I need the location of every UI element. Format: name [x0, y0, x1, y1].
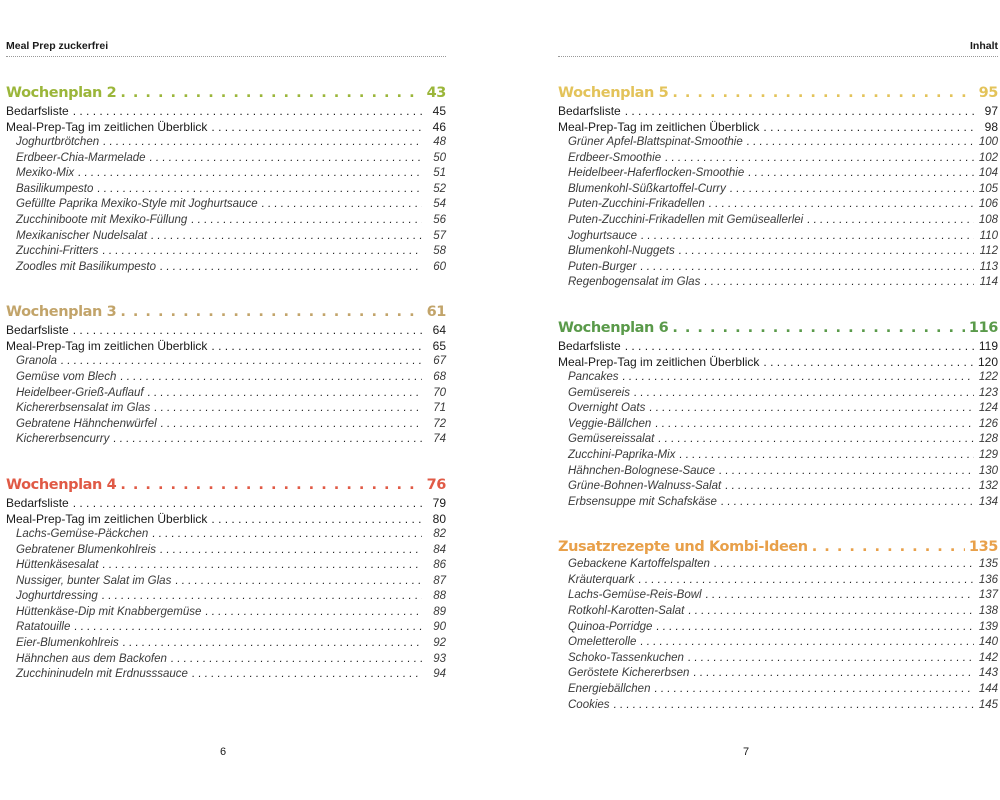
toc-entry-label: Meal-Prep-Tag im zeitlichen Überblick: [558, 354, 760, 369]
leader-dots: [151, 229, 422, 245]
recipe-entry-page: 56: [433, 213, 446, 226]
leader-dots: [640, 260, 974, 276]
recipe-entry: [558, 135, 998, 151]
leader-dots: [120, 475, 422, 495]
recipe-entry-label: Quinoa-Porridge: [568, 620, 653, 633]
leader-dots: [640, 635, 974, 651]
leader-dots: [175, 574, 422, 590]
recipe-entry: [6, 166, 446, 182]
leader-dots: [665, 151, 974, 167]
recipe-entry-page: 132: [978, 480, 998, 493]
recipe-entry-page: 136: [978, 573, 998, 586]
toc-entry-page: 79: [432, 495, 446, 510]
recipe-entry-label: Veggie-Bällchen: [568, 417, 652, 430]
recipe-entry: [558, 604, 998, 620]
section-heading-page: 95: [978, 85, 998, 101]
toc-entry-label: Meal-Prep-Tag im zeitlichen Überblick: [558, 120, 760, 134]
recipe-entry: [6, 652, 446, 668]
recipe-entry-label: Grüne-Bohnen-Walnuss-Salat: [568, 480, 722, 493]
recipe-entry-label: Gebratene Hähnchenwürfel: [16, 417, 157, 430]
recipe-entry: [558, 151, 998, 167]
recipe-entry: [558, 464, 998, 480]
leader-dots: [154, 401, 422, 417]
recipe-entry-page: 108: [978, 213, 998, 226]
toc-section: [6, 475, 446, 683]
recipe-entry-page: 88: [433, 590, 446, 603]
recipe-entry-label: Blumenkohl-Nuggets: [568, 245, 675, 258]
leader-dots: [614, 698, 974, 714]
leader-dots: [649, 401, 974, 417]
recipe-entry-page: 51: [433, 167, 446, 180]
recipe-entry: [6, 151, 446, 167]
recipe-entry-page: 139: [978, 620, 998, 633]
leader-dots: [61, 354, 422, 370]
page-number: 6: [220, 746, 227, 758]
recipe-entry: [558, 651, 998, 667]
toc-entry-label: Bedarfsliste: [558, 104, 621, 118]
recipe-entry-label: Cookies: [568, 698, 610, 711]
recipe-entry-page: 92: [433, 637, 446, 650]
toc-entry-label: Bedarfsliste: [6, 323, 69, 338]
recipe-entry-page: 126: [978, 417, 998, 430]
section-heading-label: Zusatzrezepte und Kombi-Ideen: [558, 539, 808, 556]
recipe-entry: [558, 557, 998, 573]
leader-dots: [97, 182, 422, 198]
recipe-entry: [6, 558, 446, 574]
leader-dots: [641, 229, 974, 245]
recipe-entry-label: Joghurtbrötchen: [16, 136, 100, 148]
recipe-entry-label: Nussiger, bunter Salat im Glas: [16, 574, 172, 587]
recipe-entry-label: Kräuterquark: [568, 573, 635, 586]
recipe-entry-label: Geröstete Kichererbsen: [568, 667, 690, 680]
recipe-entry-label: Grüner Apfel-Blattspinat-Smoothie: [568, 136, 743, 148]
recipe-entry-label: Joghurtdressing: [16, 590, 98, 603]
leader-dots: [262, 197, 422, 213]
section-heading: [6, 302, 446, 322]
leader-dots: [78, 166, 422, 182]
leader-dots: [192, 667, 422, 683]
section-heading-label: Wochenplan 5: [558, 85, 669, 101]
toc-entry-page: 120: [977, 354, 998, 369]
recipe-entry-label: Rotkohl-Karotten-Salat: [568, 605, 685, 618]
leader-dots: [113, 432, 422, 448]
recipe-entry-label: Erdbeer-Smoothie: [568, 151, 662, 164]
leader-dots: [709, 197, 974, 213]
recipe-entry-page: 144: [978, 683, 998, 696]
toc-section: [558, 318, 998, 510]
recipe-entry: [558, 448, 998, 464]
recipe-entry-page: 128: [978, 433, 998, 446]
recipe-entry-label: Eier-Blumenkohlreis: [16, 637, 119, 650]
recipe-entry: [558, 588, 998, 604]
recipe-entry-page: 112: [979, 245, 998, 258]
recipe-entry-page: 86: [433, 559, 446, 572]
recipe-entry: [558, 495, 998, 511]
recipe-entry-label: Zoodles mit Basilikumpesto: [16, 260, 156, 273]
recipe-entry-page: 114: [979, 276, 998, 289]
recipe-entry-label: Lachs-Gemüse-Päckchen: [16, 527, 149, 540]
recipe-entry-page: 67: [433, 355, 446, 368]
toc-entry: [6, 322, 446, 338]
recipe-entry-label: Gebackene Kartoffelspalten: [568, 558, 710, 571]
leader-dots: [807, 213, 974, 229]
recipe-entry: [558, 666, 998, 682]
toc-entry-page: 98: [984, 120, 998, 134]
recipe-entry-label: Erdbeer-Chia-Marmelade: [16, 151, 146, 164]
toc-entry-page: 80: [432, 511, 446, 526]
leader-dots: [150, 151, 422, 167]
toc-entry-label: Meal-Prep-Tag im zeitlichen Überblick: [6, 511, 208, 526]
recipe-entry-label: Energiebällchen: [568, 683, 651, 696]
toc-entry: [6, 495, 446, 511]
leader-dots: [120, 370, 422, 386]
leader-dots: [719, 464, 974, 480]
recipe-entry-label: Gemüse vom Blech: [16, 370, 117, 383]
leader-dots: [211, 338, 422, 354]
recipe-entry-label: Hüttenkäse-Dip mit Knabbergemüse: [16, 605, 202, 618]
running-head: Inhalt: [970, 40, 998, 52]
recipe-entry-page: 106: [978, 198, 998, 211]
toc-entry-page: 46: [432, 120, 446, 134]
recipe-entry-label: Heidelbeer-Grieß-Auflauf: [16, 386, 144, 399]
leader-dots: [625, 338, 974, 354]
section-heading: [6, 83, 446, 103]
leader-dots: [714, 557, 974, 573]
recipe-entry-page: 140: [978, 636, 998, 649]
leader-dots: [73, 322, 422, 338]
leader-dots: [191, 213, 422, 229]
leader-dots: [655, 417, 974, 433]
recipe-entry-label: Zucchini-Fritters: [16, 245, 99, 258]
recipe-entry-page: 60: [433, 260, 446, 273]
recipe-entry-label: Erbsensuppe mit Schafskäse: [568, 495, 717, 508]
recipe-entry-page: 113: [979, 260, 998, 273]
section-heading: [6, 475, 446, 495]
leader-dots: [171, 652, 422, 668]
leader-dots: [634, 386, 974, 402]
recipe-entry-label: Gebratener Blumenkohlreis: [16, 543, 156, 556]
leader-dots: [679, 448, 974, 464]
leader-dots: [704, 275, 974, 291]
recipe-entry-label: Zucchiniboote mit Mexiko-Füllung: [16, 213, 188, 226]
section-heading-page: 135: [968, 539, 998, 556]
leader-dots: [763, 354, 974, 370]
recipe-entry-page: 105: [978, 182, 998, 195]
recipe-entry: [6, 401, 446, 417]
recipe-entry: [6, 527, 446, 543]
section-heading-page: 76: [426, 476, 446, 493]
recipe-entry-page: 68: [433, 370, 446, 383]
leader-dots: [763, 119, 974, 135]
leader-dots: [688, 651, 974, 667]
recipe-entry: [558, 244, 998, 260]
recipe-entry-page: 135: [978, 558, 998, 571]
recipe-entry: [558, 213, 998, 229]
toc-entry-label: Meal-Prep-Tag im zeitlichen Überblick: [6, 120, 208, 134]
recipe-entry: [558, 182, 998, 198]
leader-dots: [120, 83, 422, 103]
leader-dots: [688, 604, 974, 620]
recipe-entry-label: Ratatouille: [16, 621, 71, 634]
toc-entry: [6, 511, 446, 527]
recipe-entry-label: Mexiko-Mix: [16, 167, 75, 180]
recipe-entry: [6, 197, 446, 213]
leader-dots: [656, 620, 974, 636]
recipe-entry-label: Hüttenkäsesalat: [16, 559, 99, 572]
recipe-entry-label: Mexikanischer Nudelsalat: [16, 229, 148, 242]
recipe-entry-page: 110: [979, 229, 998, 242]
recipe-entry-page: 100: [978, 136, 998, 148]
toc-entry: [558, 338, 998, 354]
recipe-entry: [558, 635, 998, 651]
recipe-entry-page: 122: [978, 370, 998, 383]
recipe-entry-label: Zucchini-Paprika-Mix: [568, 448, 676, 461]
recipe-entry: [6, 229, 446, 245]
recipe-entry-page: 142: [978, 651, 998, 664]
leader-dots: [672, 83, 974, 103]
section-heading-label: Wochenplan 2: [6, 85, 117, 101]
recipe-entry-page: 54: [433, 198, 446, 211]
recipe-entry: [6, 354, 446, 370]
toc-section: [6, 302, 446, 448]
leader-dots: [654, 682, 974, 698]
recipe-entry-label: Puten-Burger: [568, 260, 637, 273]
leader-dots: [730, 182, 974, 198]
leader-dots: [102, 558, 422, 574]
toc-entry-label: Bedarfsliste: [6, 495, 69, 510]
recipe-entry-label: Kichererbsencurry: [16, 433, 110, 446]
recipe-entry-page: 124: [978, 402, 998, 415]
recipe-entry-page: 90: [433, 621, 446, 634]
leader-dots: [748, 166, 974, 182]
toc-entry-page: 97: [984, 104, 998, 118]
recipe-entry-page: 87: [433, 574, 446, 587]
recipe-entry-page: 52: [433, 182, 446, 195]
section-heading: [558, 537, 998, 557]
recipe-entry: [558, 698, 998, 714]
recipe-entry: [6, 370, 446, 386]
recipe-entry: [558, 166, 998, 182]
recipe-entry-label: Hähnchen-Bolognese-Sauce: [568, 464, 716, 477]
recipe-entry-page: 70: [433, 386, 446, 399]
leader-dots: [725, 479, 974, 495]
leader-dots: [148, 386, 422, 402]
toc-entry: [558, 103, 998, 119]
section-heading-label: Wochenplan 6: [558, 319, 669, 336]
leader-dots: [123, 636, 422, 652]
toc-entry-page: 119: [978, 338, 998, 353]
leader-dots: [638, 573, 974, 589]
toc-entry-page: 65: [432, 339, 446, 354]
recipe-entry-page: 104: [978, 167, 998, 180]
leader-dots: [160, 543, 422, 559]
toc-entry: [6, 119, 446, 135]
leader-dots: [102, 244, 422, 260]
recipe-entry: [558, 275, 998, 291]
recipe-entry: [6, 417, 446, 433]
toc-left: [6, 83, 446, 710]
section-heading: [558, 318, 998, 338]
toc-section: [558, 83, 998, 291]
recipe-entry: [558, 197, 998, 213]
recipe-entry: [558, 401, 998, 417]
recipe-entry-page: 129: [978, 448, 998, 461]
recipe-entry-label: Gemüsereissalat: [568, 433, 655, 446]
recipe-entry: [6, 260, 446, 276]
recipe-entry: [6, 135, 446, 151]
recipe-entry-label: Overnight Oats: [568, 402, 646, 415]
recipe-entry-page: 102: [978, 151, 998, 164]
section-heading-label: Wochenplan 4: [6, 476, 117, 493]
recipe-entry-label: Basilikumpesto: [16, 182, 94, 195]
recipe-entry-label: Puten-Zucchini-Frikadellen mit Gemüseallerlei: [568, 213, 804, 226]
recipe-entry-page: 137: [978, 589, 998, 602]
leader-dots: [812, 537, 965, 557]
toc-entry-page: 45: [432, 104, 446, 118]
recipe-entry-label: Pancakes: [568, 370, 619, 383]
header-rule: [6, 56, 446, 57]
recipe-entry-label: Granola: [16, 355, 57, 368]
recipe-entry: [6, 244, 446, 260]
recipe-entry: [558, 417, 998, 433]
recipe-entry-label: Kichererbsensalat im Glas: [16, 402, 151, 415]
recipe-entry-page: 94: [433, 668, 446, 681]
recipe-entry-label: Gefüllte Paprika Mexiko-Style mit Joghurtsauce: [16, 198, 258, 211]
recipe-entry-label: Puten-Zucchini-Frikadellen: [568, 198, 705, 211]
recipe-entry: [6, 543, 446, 559]
recipe-entry-page: 145: [978, 698, 998, 711]
recipe-entry: [6, 620, 446, 636]
toc-section: [6, 83, 446, 275]
leader-dots: [161, 417, 422, 433]
recipe-entry-label: Blumenkohl-Süßkartoffel-Curry: [568, 182, 726, 195]
recipe-entry: [6, 605, 446, 621]
recipe-entry-page: 71: [433, 402, 446, 415]
recipe-entry-page: 89: [433, 605, 446, 618]
leader-dots: [747, 135, 974, 151]
recipe-entry: [6, 213, 446, 229]
leader-dots: [672, 318, 965, 338]
toc-entry-label: Bedarfsliste: [6, 104, 69, 118]
leader-dots: [73, 103, 422, 119]
toc-entry: [6, 338, 446, 354]
leader-dots: [721, 495, 974, 511]
recipe-entry-page: 48: [433, 136, 446, 148]
recipe-entry-label: Lachs-Gemüse-Reis-Bowl: [568, 589, 702, 602]
recipe-entry: [6, 574, 446, 590]
recipe-entry: [6, 182, 446, 198]
toc-entry-label: Meal-Prep-Tag im zeitlichen Überblick: [6, 339, 208, 354]
leader-dots: [706, 588, 974, 604]
leader-dots: [693, 666, 974, 682]
recipe-entry-page: 130: [978, 464, 998, 477]
recipe-entry-page: 50: [433, 151, 446, 164]
recipe-entry-label: Omeletterolle: [568, 636, 637, 649]
header-rule: [558, 56, 998, 57]
leader-dots: [205, 605, 422, 621]
toc-right: [558, 83, 998, 740]
page-number: 7: [743, 746, 750, 758]
recipe-entry-page: 134: [978, 495, 998, 508]
leader-dots: [73, 495, 422, 511]
leader-dots: [625, 103, 974, 119]
recipe-entry-page: 93: [433, 652, 446, 665]
recipe-entry-label: Heidelbeer-Haferflocken-Smoothie: [568, 167, 745, 180]
leader-dots: [211, 119, 422, 135]
leader-dots: [623, 370, 974, 386]
toc-entry: [558, 354, 998, 370]
recipe-entry-page: 138: [978, 605, 998, 618]
toc-entry: [558, 119, 998, 135]
leader-dots: [74, 620, 422, 636]
recipe-entry: [558, 370, 998, 386]
toc-entry-page: 64: [432, 323, 446, 338]
toc-entry-label: Bedarfsliste: [558, 338, 621, 353]
recipe-entry-label: Zucchininudeln mit Erdnusssauce: [16, 668, 188, 681]
right-page: [558, 0, 998, 800]
recipe-entry-label: Gemüsereis: [568, 386, 630, 399]
recipe-entry: [6, 667, 446, 683]
section-heading-page: 43: [426, 85, 446, 101]
recipe-entry: [558, 573, 998, 589]
recipe-entry: [558, 386, 998, 402]
recipe-entry-page: 143: [978, 667, 998, 680]
section-heading-page: 61: [426, 304, 446, 321]
recipe-entry: [558, 432, 998, 448]
recipe-entry: [6, 386, 446, 402]
left-page: [6, 0, 446, 800]
recipe-entry-label: Joghurtsauce: [568, 229, 638, 242]
section-heading-page: 116: [968, 319, 998, 336]
recipe-entry-page: 123: [978, 386, 998, 399]
recipe-entry: [558, 260, 998, 276]
recipe-entry-page: 58: [433, 245, 446, 258]
leader-dots: [658, 432, 974, 448]
recipe-entry-label: Hähnchen aus dem Backofen: [16, 652, 167, 665]
recipe-entry: [558, 620, 998, 636]
recipe-entry-page: 82: [433, 527, 446, 540]
toc-section: [558, 537, 998, 713]
leader-dots: [102, 589, 422, 605]
recipe-entry: [558, 229, 998, 245]
section-heading-label: Wochenplan 3: [6, 304, 117, 321]
recipe-entry-page: 72: [433, 417, 446, 430]
recipe-entry: [558, 479, 998, 495]
recipe-entry-label: Regenbogensalat im Glas: [568, 276, 701, 289]
leader-dots: [120, 302, 422, 322]
recipe-entry-label: Schoko-Tassenkuchen: [568, 651, 684, 664]
recipe-entry: [6, 589, 446, 605]
leader-dots: [211, 511, 422, 527]
leader-dots: [679, 244, 974, 260]
toc-entry: [6, 103, 446, 119]
recipe-entry: [6, 636, 446, 652]
running-head: Meal Prep zuckerfrei: [6, 40, 109, 52]
recipe-entry-page: 74: [433, 433, 446, 446]
leader-dots: [160, 260, 422, 276]
recipe-entry: [6, 432, 446, 448]
section-heading: [558, 83, 998, 103]
leader-dots: [103, 135, 422, 151]
recipe-entry: [558, 682, 998, 698]
recipe-entry-page: 84: [433, 543, 446, 556]
recipe-entry-page: 57: [433, 229, 446, 242]
leader-dots: [152, 527, 422, 543]
